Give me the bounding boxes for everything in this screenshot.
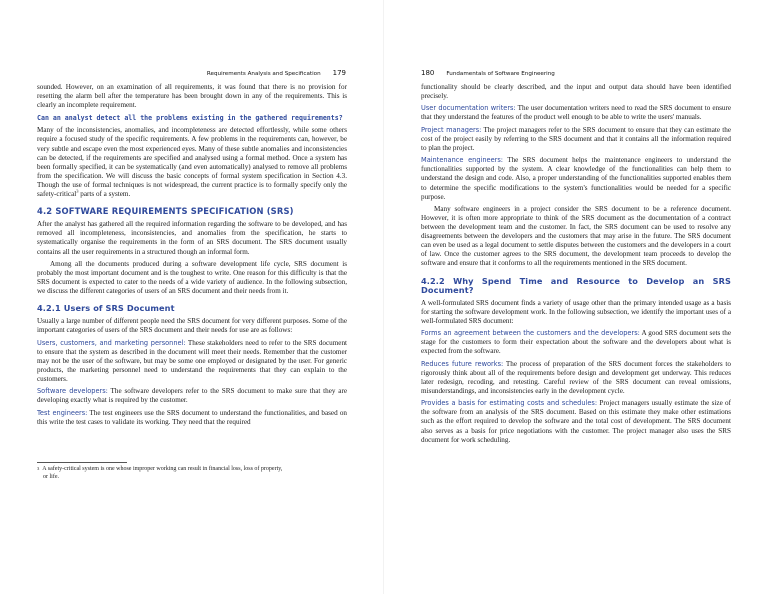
item-lead: Forms an agreement between the customers and the developers: (421, 329, 640, 338)
section-heading-4-2-1: 4.2.1 Users of SRS Document (37, 303, 175, 314)
user-category-item (421, 126, 731, 153)
footnote-number: 3 (37, 466, 40, 471)
paragraph (37, 126, 347, 199)
item-text: The software developers refer to the SRS document to make sure that they are developing exactly what is required by the customer. (37, 387, 347, 405)
right-page (384, 0, 768, 594)
item-lead: Project managers: (421, 125, 482, 134)
item-text: These stakeholders need to refer to the SRS document to ensure that the system as described in the document will meet their needs. Remember that the customer may not be the user of the software, but may be some one employed or designated by the user. For generic products, the marketing personnel need to understand the requirements that they can explain to the customers. (37, 338, 348, 383)
section-heading-4-2-2: 4.2.2 Why Spend Time and Resource to Develop an SRS Document? (421, 275, 731, 295)
item-text: The project managers refer to the SRS document to ensure that they can estimate the cost of the project easily by referring to the SRS document and that it contains all the information required to plan the project. (421, 125, 732, 152)
item-lead: Reduces future reworks: (421, 359, 504, 368)
item-lead: Test engineers: (37, 408, 88, 417)
use-item (421, 329, 731, 356)
paragraph: Among all the documents produced during a software development life cycle, SRS document is probably the most important document and is the toughest to write. One reason for this difficulty is that the SRS document is expected to cater to the needs of a wide variety of audience. In the following subsection, we discuss the different categories of users of an SRS document and their needs from it. (37, 259, 347, 296)
paragraph-text-end: parts of a system. (78, 190, 131, 199)
footnote-text-continued: or life. (43, 474, 59, 481)
footnote-marker: 3 (76, 188, 79, 194)
item-lead: Provides a basis for estimating costs and schedules: (421, 399, 598, 408)
item-text: The user documentation writers need to read the SRS document to ensure that they understand the features of the product well enough to be able to write the users' manuals. (421, 104, 732, 122)
running-head-title: Fundamentals of Software Engineering (446, 71, 555, 77)
paragraph: Usually a large number of different people need the SRS document for very different purposes. Some of the important categories of users of the SRS document and their needs for use are as follows: (37, 317, 347, 335)
user-category-item (37, 339, 347, 384)
item-lead: Maintenance engineers: (421, 156, 504, 165)
item-text: The SRS document helps the maintenance engineers to understand the functionalities supported by the system. A clear knowledge of the functionalities can help them to understand the design and code. Also, a proper understanding of the functionalities supported enables them to determine the specific modifications to the system's functionalities would be needed for a specific purpose. (421, 156, 731, 201)
footnote-rule (37, 462, 127, 463)
running-head-right (421, 69, 555, 79)
item-lead: Users, customers, and marketing personnel: (37, 338, 186, 347)
item-lead: User documentation writers: (421, 104, 516, 113)
running-head-title: Requirements Analysis and Specification (206, 71, 321, 77)
item-text: The test engineers use the SRS document to understand the functionalities, and based on this write the test cases to validate its working. They need that the required (37, 408, 347, 426)
item-text: A good SRS document sets the stage for the customers to form their expectation about the software and the developers about what is expected from the software. (421, 329, 731, 356)
right-page-body (421, 83, 731, 448)
page-number: 180 (421, 69, 435, 77)
running-head-left (207, 69, 346, 79)
paragraph: functionality should be clearly described, and the input and output data should have been identified precisely. (421, 83, 731, 101)
user-category-item (37, 387, 347, 405)
user-category-item (37, 409, 347, 427)
footnote (37, 465, 337, 481)
item-text: The process of preparation of the SRS document forces the stakeholders to rigorously think about all of the requirements before design and development get underway. This reduces later redesign, recoding, and retesting. Careful review of the SRS document can reveal omissions, misunderstandings, and inconsistencies early in the development cycle. (421, 359, 731, 395)
item-text: Project managers usually estimate the size of the software from an analysis of the SRS document. Based on this estimate they make other estimations such as the effort required to develop the software and the total cost of development. The SRS document also serves as a basis for price negotiations with the customer. The project manager also uses the SRS document for work scheduling. (421, 399, 731, 444)
paragraph: Many software engineers in a project consider the SRS document to be a reference document. However, it is often more appropriate to think of the SRS document as the documentation of a contract between the development team and the customer. In fact, the SRS document can be used to resolve any disagreements between the developers and the customers that may arise in the future. The SRS document can even be used as a legal document to settle disputes between the customers and the developers in a court of law. Once the customer agrees to the SRS document, the development team proceeds to develop the software and ensure that it conforms to all the requirements mentioned in the SRS document. (421, 204, 731, 268)
paragraph: sounded. However, on an examination of all requirements, it was found that there is no provision for resetting the alarm bell after the temperature has been brought down in any of the requirements. This is clearly an incomplete requirement. (37, 83, 347, 110)
user-category-item (421, 104, 731, 122)
user-category-item (421, 156, 731, 201)
paragraph: After the analyst has gathered all the required information regarding the software to be developed, and has removed all incompleteness, inconsistencies, and anomalies from the specification, he starts to systematically organise the requirements in the form of an SRS document. The SRS document usually contains all the user requirements in a structured though an informal form. (37, 220, 347, 256)
use-item (421, 360, 731, 396)
item-lead: Software developers: (37, 387, 108, 396)
use-item (421, 399, 731, 444)
footnote-text: A safety-critical system is one whose improper working can result in financial loss, loss of property, (42, 466, 283, 472)
page-number: 179 (332, 69, 346, 77)
left-page-body (37, 83, 347, 430)
paragraph: A well-formulated SRS document finds a variety of usage other than the primary intended usage as a basis for starting the software development work. In the following subsection, we identify the important uses of a well-formulated SRS document: (421, 298, 731, 325)
section-heading-4-2: 4.2 SOFTWARE REQUIREMENTS SPECIFICATION (SRS) (37, 206, 294, 217)
paragraph-text: Many of the inconsistencies, anomalies, and incompleteness are detected effortlessly, while some others require a focused study of the specific requirements. A few problems in the requirements can, however, be very subtle and escape even the most experienced eyes. Many of these subtle anomalies and inconsistencies can be detected, if the requirements are specified and analysed using a formal method. Once a system has been formally specified, it can be systematically (and even automatically) analysed to remove all problems from the specification. We will discuss the basic concepts of formal system specification in Section 4.3. Though the use of formal techniques is not widespread, the current practice is to formally specify only the safety-critical (37, 126, 347, 199)
question-heading: Can an analyst detect all the problems existing in the gathered requirements? (37, 114, 343, 123)
